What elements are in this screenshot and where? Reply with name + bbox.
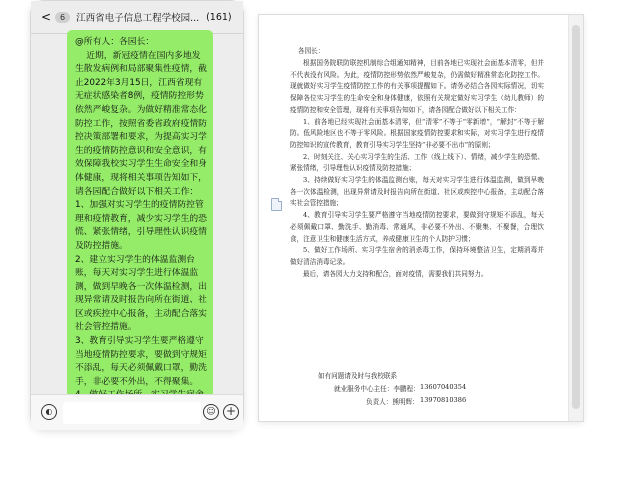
document-viewer[interactable] — [258, 14, 584, 422]
document-paragraph: 最后，请各园大力支持和配合，面对疫情，需要我们共同努力。 — [303, 269, 488, 278]
document-salutation: 各园长： — [298, 47, 325, 55]
document-paragraph: 根据国务院联防联控机制综合组通知精神，目前各地已实现社会面基本清零，但并不代表没有风险。为此，疫情防控形势依然严峻复杂，仍需做好精准常态化防控工作。现就做好实习学生疫情防控工作的有关事项提醒如下。请务必结合各园实际情况，切实保障各位实习学生的生命安全和身体健康，依照有关规定做好实习学生（幼儿教师）的疫情防控和安全管理，现将有关事项告知如下，请各园配合做好以下相关工作： — [290, 59, 544, 114]
back-arrow-icon[interactable]: < — [41, 10, 52, 24]
emoji-icon[interactable]: ☺ — [203, 404, 219, 420]
document-paragraph: 1、前各地已经实现社会面基本清零，但“清零”不等于“零新增”，“解封”不等于解防。低风险地区也不等于零风险。根据国家疫情防控要求和实际，对实习学生进行疫情防控知识的宣传教育，教育引导实习学生坚持“非必要不出市”的原则； — [290, 117, 544, 149]
dept-phone: 13607040354 — [420, 383, 467, 391]
more-options-plus-icon[interactable]: + — [223, 404, 239, 420]
contact-intro: 如有问题请及时与我校联系 — [318, 372, 398, 380]
member-count: (161) — [206, 11, 232, 23]
unread-count-badge: 6 — [55, 12, 70, 23]
chat-title: 江西省电子信息工程学校园... — [76, 13, 200, 24]
document-paragraph: 5、做好工作场所、实习学生宿舍的消杀毒工作，保持环境整洁卫生，定期消毒并做好清洁消毒记录。 — [290, 246, 544, 266]
vertical-scrollbar[interactable] — [568, 15, 583, 421]
message-bubble[interactable]: @所有人：各园长： 近期，新冠疫情在国内多地发生散发病例和局部聚集性疫情，截止2022年3月15日，江西省现有无症状感染者8例，疫情防控形势依然严峻复杂。为做好精准常态化防控工作，按照省委省政府疫情防控决策部署和要求，为提高实习学生的疫情防控意识和安全意识，有效保障我校实习学生生命安全和身体健康，现将相关事项告知如下，请各园配合做好以下相关工作： 1、加强对实习学生的疫情防控管理和疫情教育，减少实习学生的恐慌、紧张情绪，引导理性认识疫情及防控措施。 2、建立实习学生的体温监测台账，每天对实习学生进行体温监测，做到早晚各一次体温检测，出现异常请及时报告向所在街道、社区或疾控中心报备，主动配合落实社会管控措施。 3、教育引导实习学生要严格遵守当地疫情防控要求，要做到守规矩不添乱，每天必须佩戴口罩，勤洗手，非必要不外出，不得聚集。 — [67, 30, 213, 402]
chat-message-area[interactable] — [31, 34, 243, 394]
owner-phone: 13970810386 — [420, 396, 467, 404]
scrollbar-thumb[interactable] — [572, 25, 580, 409]
document-paragraph: 3、持续做好实习学生的体温监测台账，每天对实习学生进行体温监测，做到早晚各一次体温检测，出现异常请及时报告向所在街道、社区或疾控中心报备，主动配合落实社会管控措施； — [290, 176, 544, 208]
document-file-icon — [271, 198, 282, 211]
message-input[interactable] — [63, 402, 201, 424]
document-body — [290, 58, 544, 280]
chat-input-bar — [31, 394, 243, 430]
document-paragraph: 2、时刻关注、关心实习学生的生活、工作（线上线下）、情绪，减少学生的恐慌、紧张情绪，引导理性认识疫情及防控措施； — [290, 152, 544, 173]
document-page — [270, 23, 554, 415]
dept-contact: 就业服务中心主任：李鹏程： — [334, 385, 420, 393]
voice-input-icon[interactable]: ◐ — [41, 404, 57, 420]
document-paragraph: 4、教育引导实习学生要严格遵守当地疫情防控要求，要做到守规矩不添乱，每天必须佩戴口罩、勤洗手、勤消毒、常通风，非必要不外出、不聚集、不聚餐，合理饮食，注意卫生和健康生活方式，养成健康卫生的个人防护习惯； — [290, 211, 544, 243]
owner-contact: 负责人：熊明辉： — [366, 398, 419, 406]
wechat-chat-window — [30, 0, 244, 430]
